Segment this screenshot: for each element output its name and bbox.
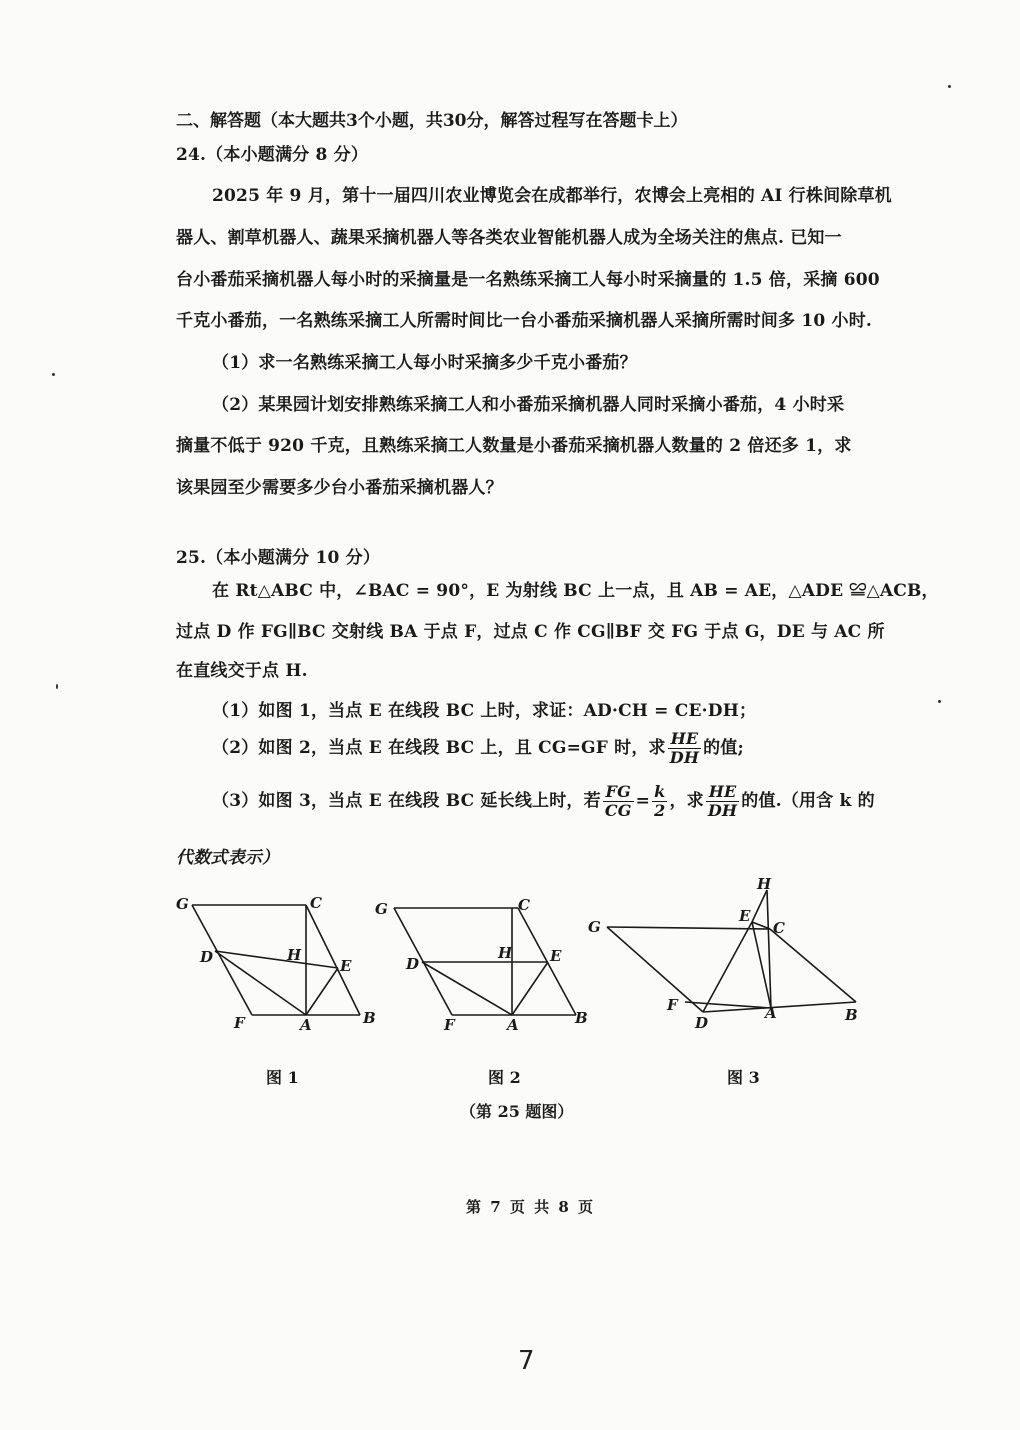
fig2-label-e: E: [550, 947, 562, 965]
fig3-label-d: D: [695, 1014, 709, 1032]
q25-part3-post: 的值.（用含 k 的: [741, 791, 875, 811]
q24-part1: （1）求一名熟练采摘工人每小时采摘多少千克小番茄？: [212, 353, 637, 373]
fig1-label-d: D: [200, 948, 214, 966]
fig3-label-g: G: [588, 918, 601, 936]
q25-part3-f2-den: 2: [654, 801, 666, 820]
figure-1: [170, 888, 390, 1038]
q25-part2: [212, 730, 744, 767]
q25-part3: [212, 783, 875, 820]
fig3-label-b: B: [845, 1006, 858, 1024]
q25-part3-fraction-2: [652, 783, 667, 820]
fig3-label-a: A: [765, 1004, 777, 1022]
fig3-label-c: C: [773, 919, 785, 937]
q25-part3-f1-num: FG: [603, 783, 634, 802]
q25-line-3: 在直线交于点 H.: [176, 661, 308, 681]
q24-line-2: 器人、割草机器人、蔬果采摘机器人等各类农业智能机器人成为全场关注的焦点. 已知一: [176, 228, 842, 248]
q25-part3-f2-num: k: [652, 783, 667, 802]
q25-line-1: 在 Rt△ABC 中，∠BAC = 90°，E 为射线 BC 上一点，且 AB = AE，△ADE ≌△ACB，: [212, 581, 939, 601]
fig1-label-b: B: [363, 1009, 376, 1027]
fig3-label-f: F: [667, 996, 678, 1014]
fig2-label-h: H: [498, 944, 513, 962]
q24-part2-line-3: 该果园至少需要多少台小番茄采摘机器人？: [176, 478, 503, 498]
scan-speck: [52, 373, 55, 376]
q25-title: 25.（本小题满分 10 分）: [176, 548, 381, 568]
figure-3-caption: 图 3: [727, 1068, 760, 1087]
q24-line-1: 2025 年 9 月，第十一届四川农业博览会在成都举行，农博会上亮相的 AI 行株间除草机: [212, 186, 892, 206]
figure-2-lines: [394, 908, 576, 1015]
fig2-label-f: F: [444, 1016, 455, 1034]
q25-part3-fraction-1: [603, 783, 634, 820]
q25-part2-fraction: [668, 730, 701, 767]
fig2-label-g: G: [375, 900, 388, 918]
q25-part3-fraction-3: [706, 783, 739, 820]
q25-part3-f1-den: CG: [604, 801, 632, 820]
page-footer: 第 7 页 共 8 页: [466, 1198, 595, 1216]
fig1-label-h: H: [287, 946, 302, 964]
q25-part3-pre: （3）如图 3，当点 E 在线段 BC 延长线上时，若: [212, 791, 601, 811]
fig3-label-h: H: [757, 875, 772, 893]
q25-part2-num: HE: [668, 730, 701, 749]
scan-speck: [948, 85, 951, 88]
fig1-label-f: F: [234, 1014, 245, 1032]
q25-part3-mid: ，求: [669, 791, 704, 811]
figure-3-lines: [607, 890, 856, 1012]
figure-3: [585, 872, 875, 1032]
q24-line-4: 千克小番茄，一名熟练采摘工人所需时间比一台小番茄采摘机器人采摘所需时间多 10 小时.: [176, 311, 873, 331]
q25-part3-cont: 代数式表示）: [176, 848, 280, 868]
fig3-label-e: E: [739, 907, 751, 925]
q24-part2-line-1: （2）某果园计划安排熟练采摘工人和小番茄采摘机器人同时采摘小番茄，4 小时采: [212, 395, 845, 415]
fig2-label-d: D: [406, 955, 420, 973]
fig2-label-b: B: [575, 1009, 588, 1027]
section-header: 二、解答题（本大题共3个小题，共30分，解答过程写在答题卡上）: [176, 111, 688, 131]
q25-line-2: 过点 D 作 FG∥BC 交射线 BA 于点 F，过点 C 作 CG∥BF 交 FG 于点 G，DE 与 AC 所: [176, 622, 885, 642]
figure-1-lines: [192, 905, 360, 1015]
figure-1-caption: 图 1: [266, 1068, 299, 1087]
q25-part3-f3-num: HE: [706, 783, 739, 802]
q25-part3-f3-den: DH: [707, 801, 738, 820]
q25-part3-eq: =: [635, 791, 651, 811]
fig2-label-a: A: [507, 1016, 519, 1034]
q25-part2-den: DH: [669, 748, 700, 767]
figure-2-caption: 图 2: [488, 1068, 521, 1087]
scan-speck: [56, 684, 58, 689]
figures-group-caption: （第 25 题图）: [460, 1102, 574, 1121]
fig1-label-a: A: [300, 1016, 312, 1034]
fig1-label-g: G: [176, 895, 189, 913]
fig1-label-e: E: [340, 957, 352, 975]
fig2-label-c: C: [518, 896, 530, 914]
q25-part2-pre: （2）如图 2，当点 E 在线段 BC 上，且 CG=GF 时，求: [212, 738, 666, 758]
page-number: 7: [518, 1346, 535, 1376]
scan-speck: [938, 700, 941, 703]
q24-line-3: 台小番茄采摘机器人每小时的采摘量是一名熟练采摘工人每小时采摘量的 1.5 倍，采摘 600: [176, 270, 880, 290]
figure-2: [370, 888, 600, 1038]
q24-part2-line-2: 摘量不低于 920 千克，且熟练采摘工人数量是小番茄采摘机器人数量的 2 倍还多 1，求: [176, 436, 852, 456]
q25-part2-post: 的值;: [703, 738, 745, 758]
q24-title: 24.（本小题满分 8 分）: [176, 145, 369, 165]
fig1-label-c: C: [310, 894, 322, 912]
q25-part1: （1）如图 1，当点 E 在线段 BC 上时，求证：AD·CH = CE·DH；: [212, 701, 757, 721]
